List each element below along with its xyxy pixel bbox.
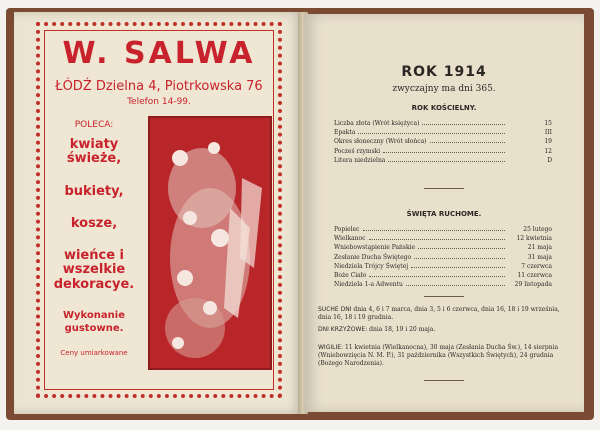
ad-item: bukiety, — [64, 183, 124, 199]
right-page — [304, 14, 584, 412]
church-year-table — [334, 120, 552, 166]
divider — [424, 188, 464, 189]
movable-feasts-table — [334, 226, 552, 290]
church-year-heading: ROK KOŚCIELNY. — [411, 104, 477, 112]
table-row: Pocześ rzymski 12 — [334, 147, 552, 155]
calendar-year-title: ROK 1914 — [401, 64, 487, 80]
table-row: Zesłanie Ducha Świętego 31 maja — [334, 253, 552, 261]
rogation-days-text: dnia 18, 19 i 20 maja. — [369, 326, 436, 333]
ad-workmanship: Wykonanie gustowne. — [63, 310, 125, 334]
table-row: Liczba złota (Wrót księżyca) 15 — [334, 120, 552, 127]
ember-days-label: SUCHE DNI — [318, 306, 352, 313]
ad-item: kwiaty świeże, — [66, 137, 122, 167]
table-row: Wniebowstąpienie Pańskie 21 maja — [334, 244, 552, 252]
rogation-days-note — [318, 326, 568, 334]
vigils-text: 11 kwietnia (Wielkanocna), 30 maja (Zesłania Ducha Św.), 14 sierpnia (Wniebowzięcia N. M. P.), 31 października (Wszystkich Świętych), 24 grudnia (Bożego Narodzenia). — [318, 344, 559, 368]
calendar-subtitle: zwyczajny ma dni 365. — [392, 84, 496, 94]
ad-business-name: W. SALWA — [62, 36, 256, 71]
table-row: Popielec 25 lutego — [334, 226, 552, 233]
ember-days-note — [318, 306, 568, 322]
ad-offer-list — [46, 120, 142, 357]
vigils-note — [318, 344, 568, 368]
vigils-label: WIGILIE: — [318, 344, 344, 351]
table-row: Niedziela 1-a Adwentu 29 listopada — [334, 281, 552, 289]
wreath-photo — [148, 116, 272, 370]
divider — [424, 380, 464, 381]
ad-address: ŁÓDŹ Dzielna 4, Piotrkowska 76 — [55, 79, 263, 94]
table-row: Litera niedzielna D — [334, 156, 552, 164]
table-row: Okres słoneczny (Wrót słońca) 19 — [334, 138, 552, 146]
table-row: Niedziela Trójcy Świętej 7 czerwca — [334, 262, 552, 270]
ad-lead: POLECA: — [74, 120, 114, 130]
ember-days-text: dnia 4, 6 i 7 marca, dnia 3, 5 i 6 czerwca, dnia 16, 18 i 19 września, dnia 16, 18 i 19 grudnia. — [318, 306, 560, 322]
table-row: Epakta III — [334, 129, 552, 137]
movable-feasts-heading: ŚWIĘTA RUCHOME. — [406, 210, 482, 218]
ad-phone: Telefon 14-99. — [127, 97, 191, 107]
ad-prices: Ceny umiarkowane — [60, 349, 128, 358]
rogation-days-label: DNI KRZYŻOWE: — [318, 326, 368, 333]
table-row: Wielkanoc 12 kwietnia — [334, 235, 552, 243]
advertisement-frame — [36, 22, 282, 398]
table-row: Boże Ciało 11 czerwca — [334, 271, 552, 279]
ad-item: kosze, — [70, 215, 118, 231]
wreath-illustration — [150, 118, 270, 368]
divider — [424, 296, 464, 297]
ad-item: wieńce i wszelkie dekoracye. — [53, 248, 135, 292]
